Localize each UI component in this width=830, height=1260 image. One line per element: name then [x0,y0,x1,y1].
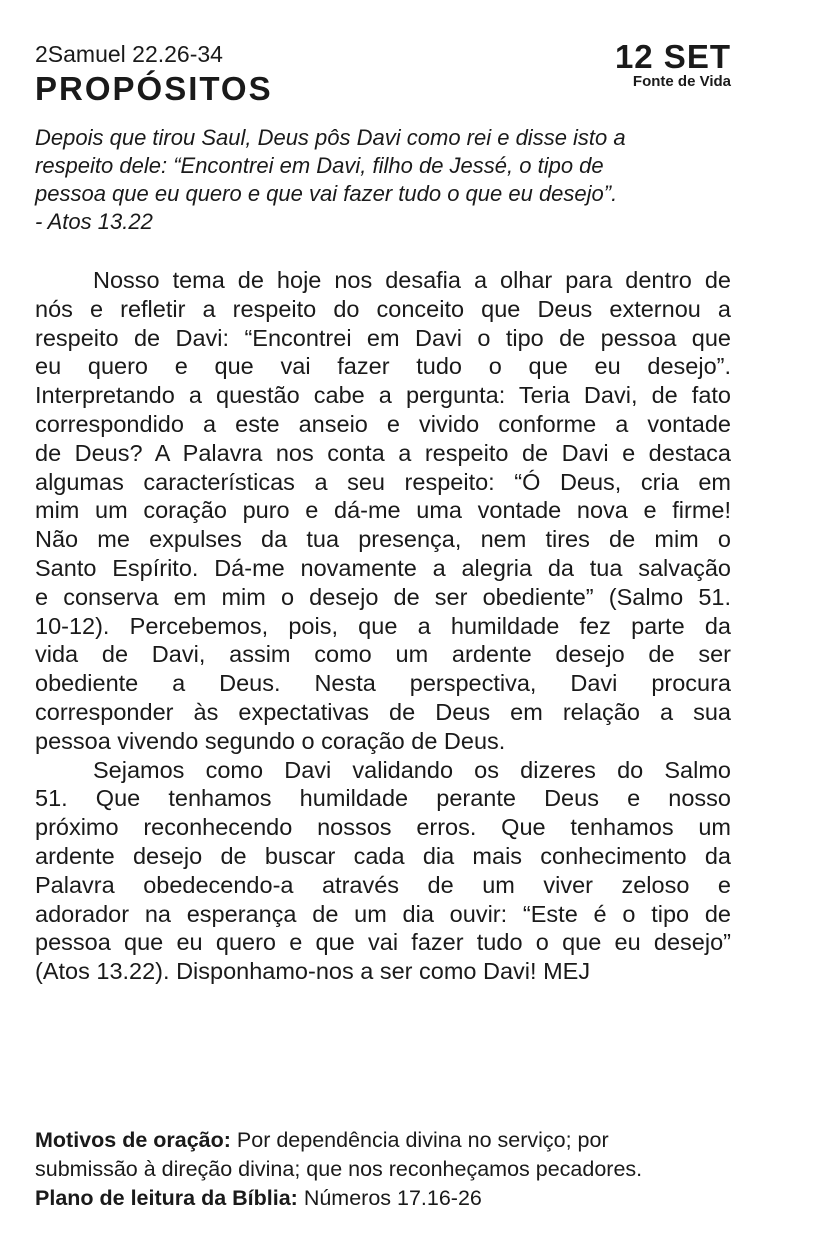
body-line: 10-12). Percebemos, pois, que a humildade fez parte da [35,612,731,639]
reading-plan [35,1184,731,1213]
prayer-topics-text: Por dependência divina no serviço; por [230,1128,609,1152]
body-line: e conserva em mim o desejo de ser obediente” (Salmo 51. [35,583,731,610]
body-line: pessoa vivendo segundo o coração de Deus. [35,727,506,754]
body-line: vida de Davi, assim como um ardente desejo de ser [35,641,731,668]
paragraph-2 [35,756,731,986]
epigraph-citation: - Atos 13.22 [35,209,153,234]
body-line: Não me expulses da tua presença, nem tires de mim o [35,526,731,553]
date-block [615,40,731,90]
devotional-page [35,40,731,986]
prayer-topics-label: Motivos de oração: [35,1128,231,1152]
body-line: Nosso tema de hoje nos desafia a olhar para dentro de [93,267,731,293]
body-line: adorador na esperança de um dia ouvir: “Este é o tipo de [35,900,731,927]
prayer-topics-continued: submissão à direção divina; que nos reconheçamos pecadores. [35,1157,643,1181]
devotional-body [35,266,731,986]
body-line: 51. Que tenhamos humildade perante Deus e nosso [35,785,731,812]
body-line: Santo Espírito. Dá-me novamente a alegria da tua salvação [35,554,731,581]
body-line: correspondido a este anseio e vivido conforme a vontade [35,410,731,437]
body-line: Interpretando a questão cabe a pergunta: Teria Davi, de fato [35,382,731,409]
epigraph-line: Depois que tirou Saul, Deus pôs Davi como rei e disse isto a [35,125,626,150]
epigraph-line: pessoa que eu quero e que vai fazer tudo o que eu desejo”. [35,181,618,206]
body-line: mim um coração puro e dá-me uma vontade nova e firme! [35,497,731,524]
scripture-reference: 2Samuel 22.26-34 [35,41,223,67]
epigraph-line: respeito dele: “Encontrei em Davi, filho de Jessé, o tipo de [35,153,604,178]
page-title: PROPÓSITOS [35,70,273,107]
body-line: respeito de Davi: “Encontrei em Davi o tipo de pessoa que [35,324,731,351]
body-line: Sejamos como Davi validando os dizeres do Salmo [93,756,731,783]
body-line: obediente a Deus. Nesta perspectiva, Davi procura [35,670,731,697]
paragraph-1 [35,266,731,756]
source-label: Fonte de Vida [632,73,731,90]
body-line: Palavra obedecendo-a através de um viver zeloso e [35,871,731,898]
body-line: (Atos 13.22). Disponhamo-nos a ser como Davi! MEJ [35,958,591,985]
epigraph-quote [35,124,731,236]
page-footer [35,1126,731,1213]
page-header [35,40,731,112]
body-line: nós e refletir a respeito do conceito que Deus externou a [35,295,731,322]
body-line: ardente desejo de buscar cada dia mais conhecimento da [35,842,731,869]
body-line: corresponder às expectativas de Deus em relação a sua [35,698,731,725]
body-line: de Deus? A Palavra nos conta a respeito de Davi e destaca [35,439,731,466]
reading-plan-label: Plano de leitura da Bíblia: [35,1186,298,1210]
reading-plan-text: Números 17.16-26 [297,1186,482,1210]
body-line: eu quero e que vai fazer tudo o que eu desejo”. [35,353,731,380]
prayer-topics [35,1126,731,1155]
body-line: pessoa que eu quero e que vai fazer tudo o que eu desejo” [35,929,731,956]
date-label: 12 SET [614,38,731,75]
body-line: algumas características a seu respeito: “Ó Deus, cria em [35,468,731,495]
body-line: próximo reconhecendo nossos erros. Que tenhamos um [35,814,731,841]
